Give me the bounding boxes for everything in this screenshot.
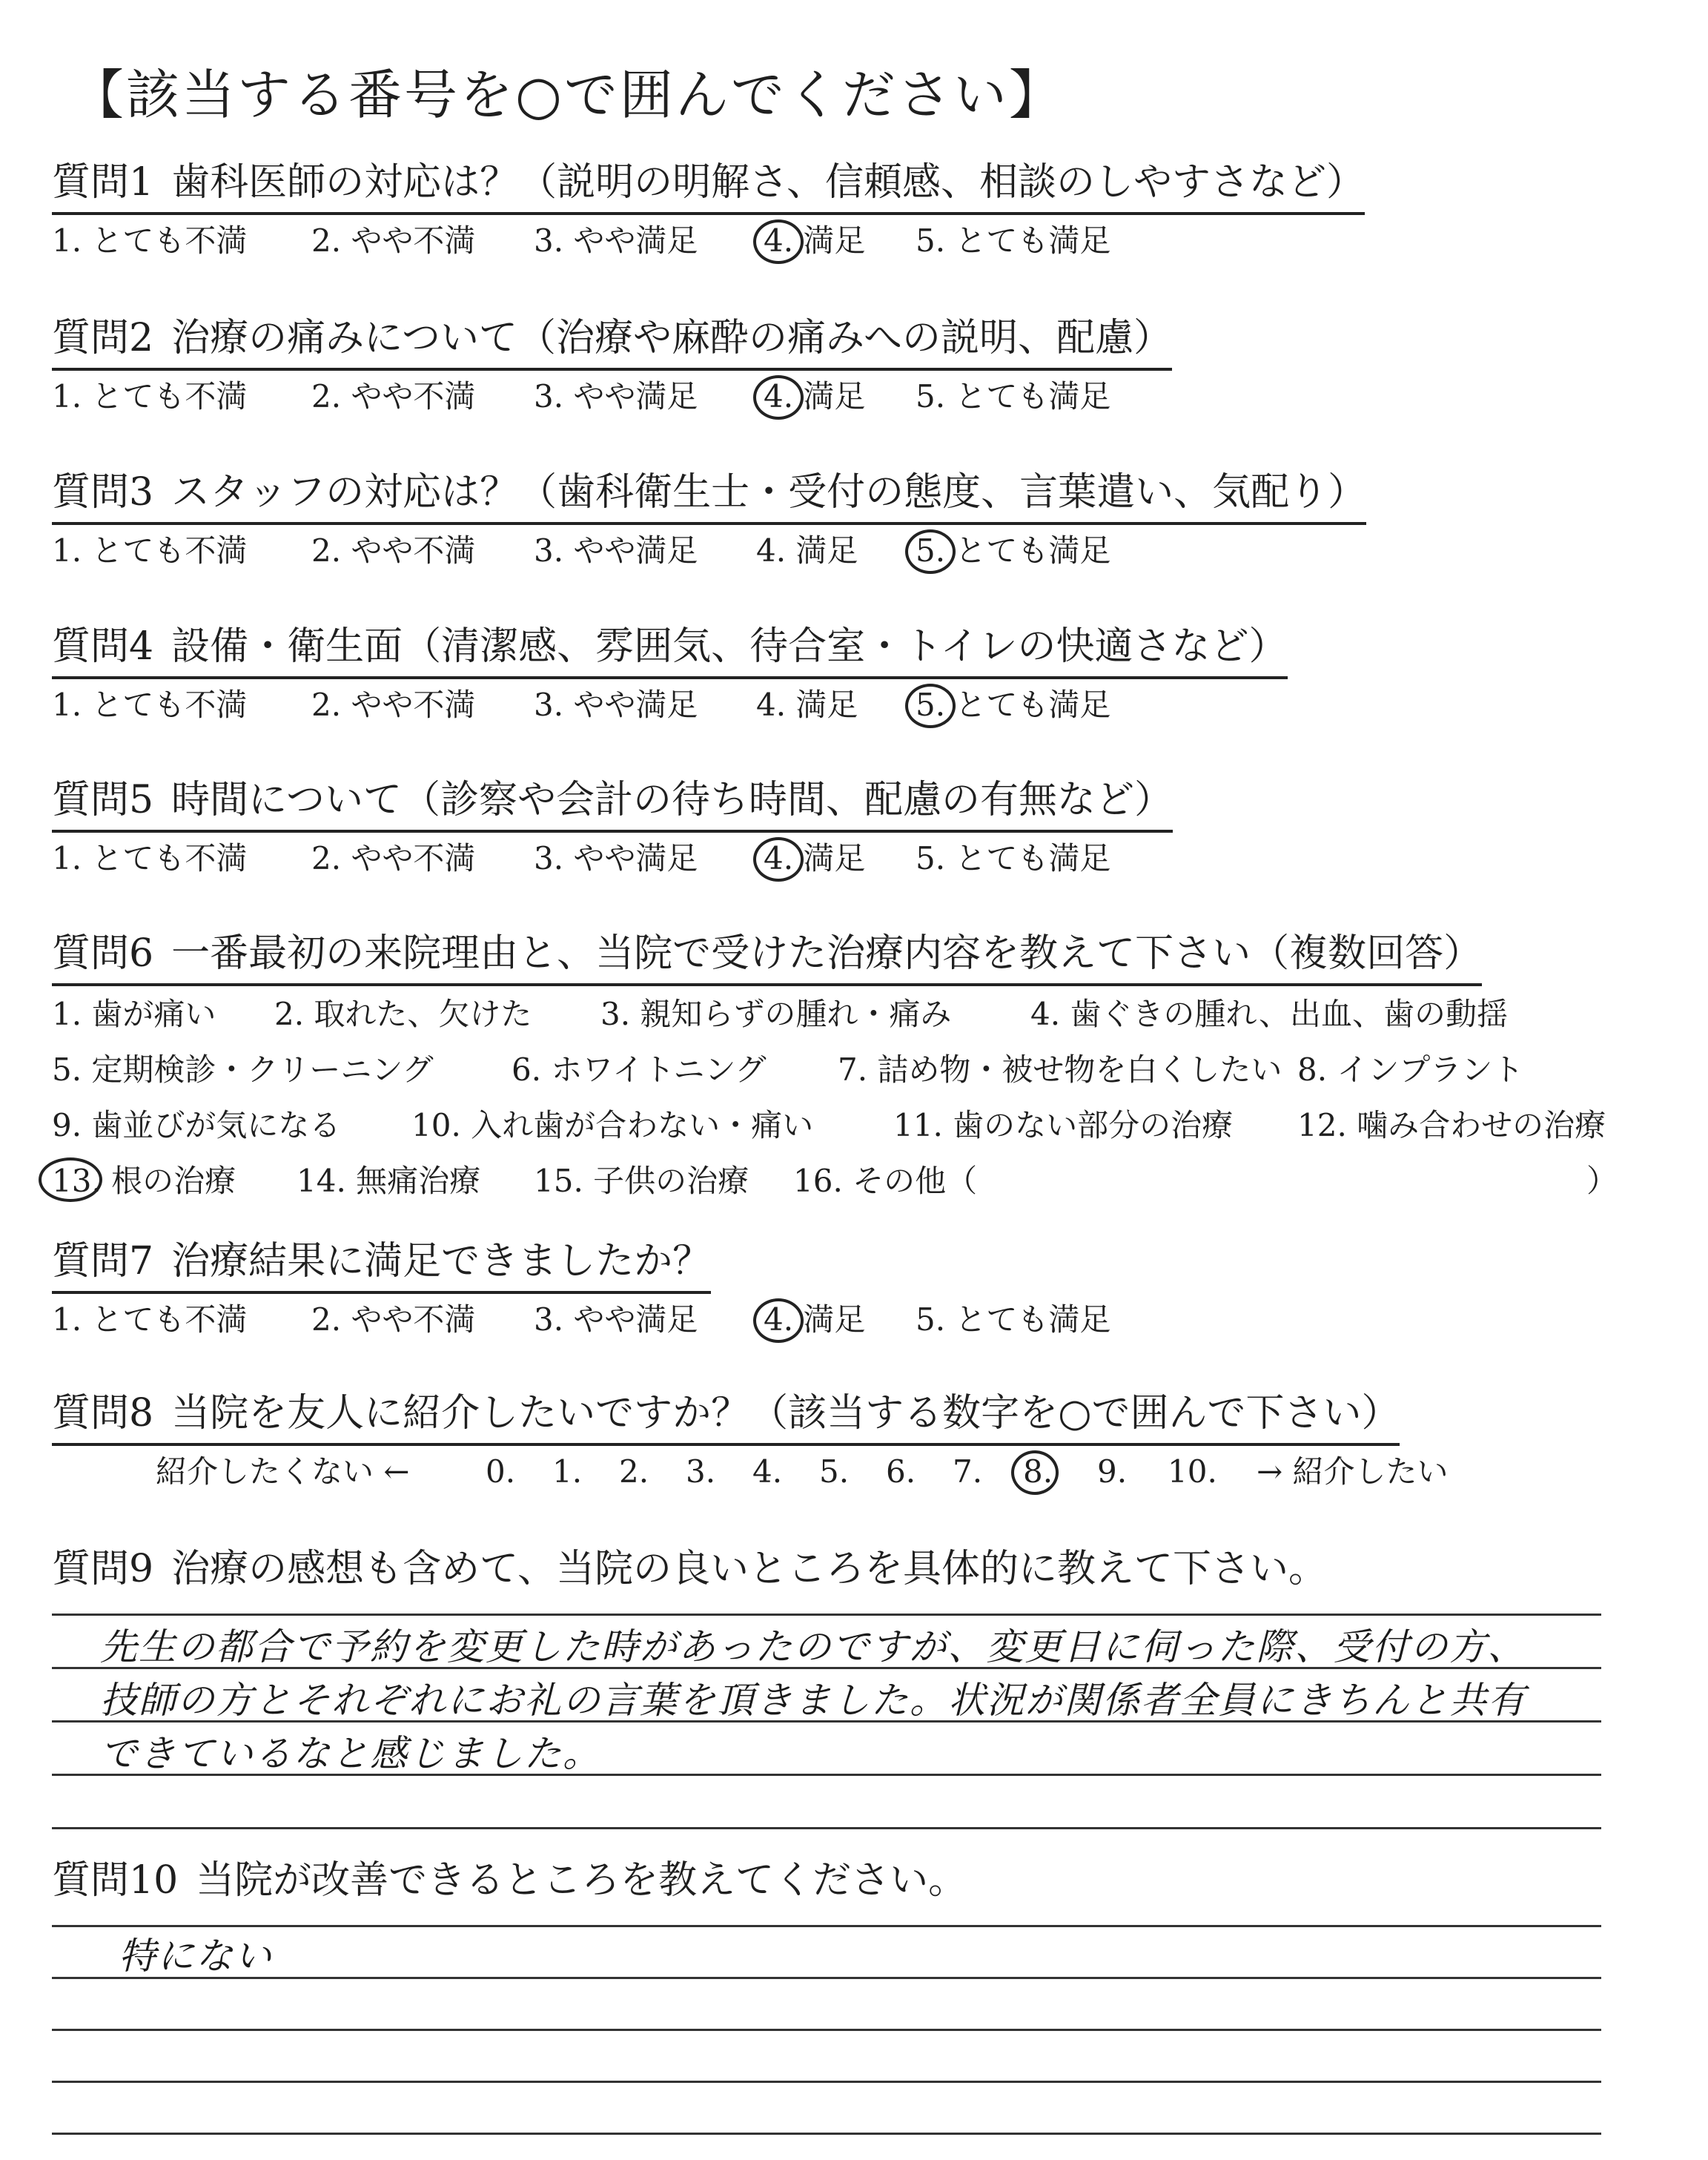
selection-circle	[905, 529, 956, 574]
option-5[interactable]: 5. とても満足	[916, 525, 1110, 577]
question-1-text: 歯科医師の対応は？（説明の明解さ、信頼感、相談のしやすさなど）	[171, 160, 1366, 205]
answer-line	[52, 2029, 1601, 2031]
q6-option-11[interactable]: 11. 歯のない部分の治療	[893, 1107, 1234, 1143]
question-8-label: 質問8	[52, 1391, 154, 1436]
scale-9[interactable]: 9.	[1097, 1453, 1128, 1490]
q6-option-15[interactable]: 15. 子供の治療	[534, 1163, 749, 1199]
q6-option-16[interactable]: 16. その他（	[793, 1163, 978, 1199]
option-4[interactable]: 4. 満足	[764, 833, 865, 885]
handwritten-answer-line-1: 先生の都合で予約を変更した時があったのですが、変更日に伺った際、受付の方、	[100, 1625, 1526, 1668]
option-4[interactable]: 4. 満足	[764, 215, 865, 267]
answer-line	[52, 1827, 1601, 1829]
option-2[interactable]: 2. やや不満	[311, 222, 476, 259]
question-9	[52, 1542, 1653, 1775]
question-4-text: 設備・衛生面（清潔感、雰囲気、待合室・トイレの快適さなど）	[171, 624, 1288, 669]
scale-3[interactable]: 3.	[686, 1453, 716, 1490]
option-2[interactable]: 2. やや不満	[311, 687, 476, 723]
question-4-heading	[52, 620, 1288, 679]
answer-line	[52, 2081, 1601, 2083]
question-6-label: 質問6	[52, 931, 154, 976]
option-5[interactable]: 5. とても満足	[916, 378, 1111, 415]
option-4[interactable]: 4. 満足	[756, 687, 858, 723]
question-2-text: 治療の痛みについて（治療や麻酔の痛みへの説明、配慮）	[171, 316, 1173, 360]
question-9-heading	[52, 1542, 1327, 1599]
q6-option-3[interactable]: 3. 親知らずの腫れ・痛み	[600, 996, 952, 1032]
question-2-heading	[52, 311, 1172, 371]
option-3[interactable]: 3. やや満足	[534, 687, 698, 723]
question-3-options	[52, 525, 1653, 577]
question-8-scale	[52, 1446, 1653, 1498]
question-4	[52, 620, 1653, 731]
question-7	[52, 1235, 1653, 1346]
scale-2[interactable]: 2.	[619, 1453, 649, 1490]
option-5[interactable]: 5. とても満足	[916, 1301, 1111, 1338]
question-4-options	[52, 679, 1653, 731]
option-3[interactable]: 3. やや満足	[534, 378, 698, 415]
selection-circle	[1011, 1450, 1059, 1495]
question-10	[52, 1854, 1653, 1978]
option-2[interactable]: 2. やや不満	[311, 378, 476, 415]
question-3	[52, 466, 1653, 577]
option-5[interactable]: 5. とても満足	[916, 222, 1111, 259]
question-1-options	[52, 215, 1653, 267]
answer-line	[52, 1977, 1601, 1979]
scale-8[interactable]: 8.	[1023, 1446, 1053, 1498]
option-1[interactable]: 1. とても不満	[52, 687, 248, 723]
selection-circle	[753, 837, 804, 882]
selection-circle	[753, 1298, 804, 1343]
q6-option-6[interactable]: 6. ホワイトニング	[512, 1051, 767, 1088]
scale-4[interactable]: 4.	[752, 1453, 783, 1490]
answer-line	[52, 1925, 1601, 1927]
scale-left-label: 紹介したくない ←	[156, 1453, 410, 1490]
selection-circle	[753, 375, 804, 420]
question-2-options	[52, 371, 1653, 423]
question-5	[52, 773, 1653, 885]
question-8-heading	[52, 1387, 1400, 1446]
question-7-label: 質問7	[52, 1239, 154, 1284]
question-5-heading	[52, 773, 1173, 833]
q6-option-2[interactable]: 2. 取れた、欠けた	[274, 996, 532, 1032]
handwritten-answer-line-3: できているなと感じました。	[100, 1732, 601, 1775]
instruction-heading: 【該当する番号を○で囲んでください】	[70, 64, 1065, 126]
option-4[interactable]: 4. 満足	[756, 532, 858, 569]
option-2[interactable]: 2. やや不満	[311, 1301, 476, 1338]
question-8	[52, 1387, 1653, 1498]
question-7-options	[52, 1294, 1653, 1346]
option-2[interactable]: 2. やや不満	[311, 840, 476, 876]
q6-option-12[interactable]: 12. 噛み合わせの治療	[1297, 1107, 1606, 1143]
option-4[interactable]: 4. 満足	[764, 371, 865, 423]
answer-line	[52, 1614, 1601, 1616]
question-6-text: 一番最初の来院理由と、当院で受けた治療内容を教えて下さい（複数回答）	[171, 931, 1483, 976]
option-3[interactable]: 3. やや満足	[534, 840, 698, 876]
option-1[interactable]: 1. とても不満	[52, 532, 248, 569]
answer-line	[52, 2133, 1601, 2135]
scale-10[interactable]: 10.	[1168, 1453, 1217, 1490]
question-2	[52, 311, 1653, 423]
q6-option-10[interactable]: 10. 入れ歯が合わない・痛い	[411, 1107, 814, 1143]
selection-circle	[905, 684, 956, 728]
q6-option-8[interactable]: 8. インプラント	[1297, 1051, 1524, 1088]
selection-circle	[753, 219, 804, 264]
question-7-heading	[52, 1235, 711, 1294]
q6-option-5[interactable]: 5. 定期検診・クリーニング	[52, 1051, 434, 1088]
option-1[interactable]: 1. とても不満	[52, 222, 248, 259]
question-9-label: 質問9	[52, 1547, 154, 1591]
option-5[interactable]: 5. とても満足	[916, 840, 1111, 876]
scale-5[interactable]: 5.	[819, 1453, 850, 1490]
q6-option-9[interactable]: 9. 歯並びが気になる	[52, 1107, 341, 1143]
question-8-text: 当院を友人に紹介したいですか？（該当する数字を○で囲んで下さい）	[171, 1391, 1400, 1436]
question-1	[52, 156, 1653, 267]
q6-option-4[interactable]: 4. 歯ぐきの腫れ、出血、歯の動揺	[1030, 996, 1508, 1032]
option-2[interactable]: 2. やや不満	[311, 532, 476, 569]
selection-circle	[39, 1157, 102, 1202]
scale-7[interactable]: 7.	[953, 1453, 983, 1490]
scale-1[interactable]: 1.	[552, 1453, 583, 1490]
option-5[interactable]: 5. とても満足	[916, 679, 1110, 731]
option-3[interactable]: 3. やや満足	[534, 532, 698, 569]
option-3[interactable]: 3. やや満足	[534, 1301, 698, 1338]
question-6-options	[52, 986, 1653, 1209]
option-1[interactable]: 1. とても不満	[52, 1301, 248, 1338]
question-1-label: 質問1	[52, 160, 154, 205]
question-3-heading	[52, 466, 1366, 525]
question-10-text: 当院が改善できるところを教えてください。	[196, 1858, 967, 1903]
option-3[interactable]: 3. やや満足	[534, 222, 698, 259]
scale-0[interactable]: 0.	[486, 1453, 516, 1490]
question-5-options	[52, 833, 1653, 885]
option-1[interactable]: 1. とても不満	[52, 378, 248, 415]
handwritten-answer-line-2: 技師の方とそれぞれにお礼の言葉を頂きました。状況が関係者全員にきちんと共有	[100, 1679, 1526, 1722]
q6-option-14[interactable]: 14. 無痛治療	[297, 1163, 481, 1199]
question-9-text: 治療の感想も含めて、当院の良いところを具体的に教えて下さい。	[171, 1547, 1328, 1591]
question-6-heading	[52, 927, 1482, 986]
q6-option-16-close: ）	[1586, 1163, 1618, 1199]
question-10-heading	[52, 1854, 967, 1910]
option-4[interactable]: 4. 満足	[764, 1294, 865, 1346]
question-3-text: スタッフの対応は？（歯科衛生士・受付の態度、言葉遣い、気配り）	[171, 470, 1367, 515]
question-5-label: 質問5	[52, 778, 154, 822]
question-7-text: 治療結果に満足できましたか？	[171, 1239, 712, 1284]
question-3-label: 質問3	[52, 470, 154, 515]
option-1[interactable]: 1. とても不満	[52, 840, 248, 876]
question-10-label: 質問10	[52, 1858, 179, 1903]
question-4-label: 質問4	[52, 624, 154, 669]
scale-right-label: → 紹介したい	[1257, 1453, 1449, 1490]
question-1-heading	[52, 156, 1365, 215]
question-5-text: 時間について（診察や会計の待ち時間、配慮の有無など）	[171, 778, 1174, 822]
question-2-label: 質問2	[52, 316, 154, 360]
scale-6[interactable]: 6.	[886, 1453, 916, 1490]
q6-option-13[interactable]: 13. 根の治療	[52, 1153, 236, 1209]
q6-option-1[interactable]: 1. 歯が痛い	[52, 996, 216, 1032]
question-6	[52, 927, 1653, 1209]
handwritten-answer-line-1: 特にない	[119, 1935, 273, 1978]
q6-option-7[interactable]: 7. 詰め物・被せ物を白くしたい	[838, 1051, 1282, 1088]
